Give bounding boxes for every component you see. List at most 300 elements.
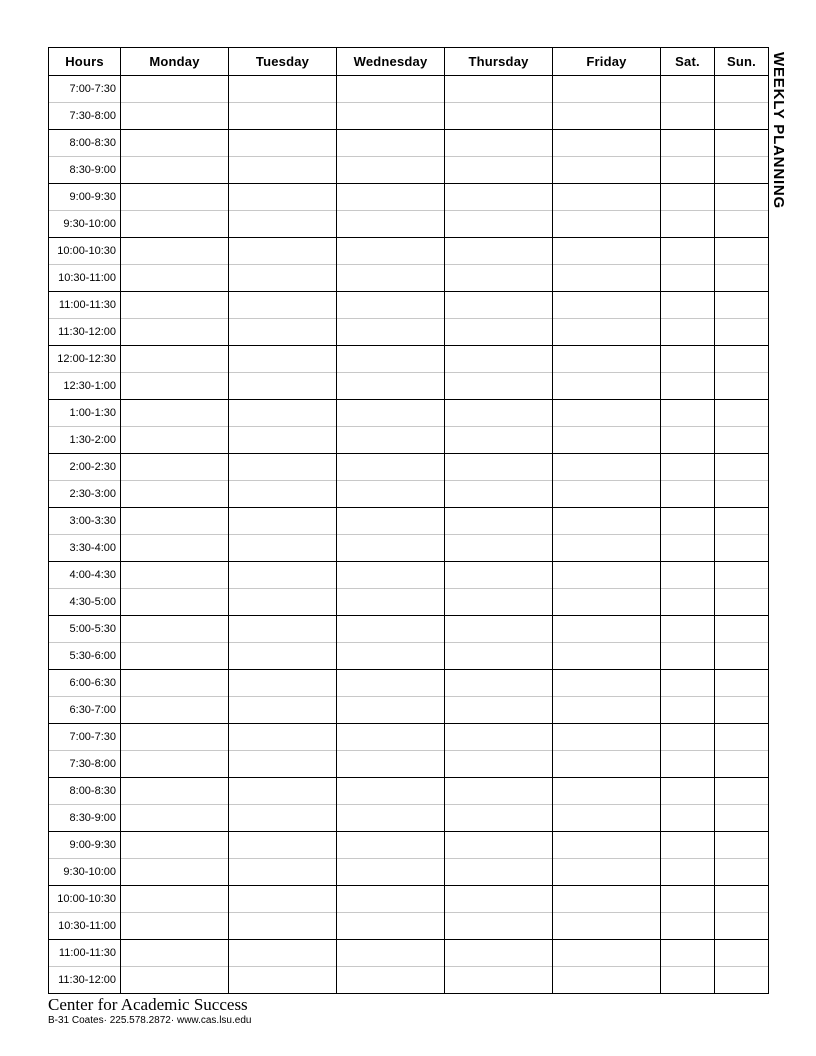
cell-wednesday[interactable]	[337, 373, 445, 400]
cell-wednesday[interactable]	[337, 832, 445, 859]
cell-wednesday[interactable]	[337, 913, 445, 940]
cell-thursday[interactable]	[445, 103, 553, 130]
cell-wednesday[interactable]	[337, 238, 445, 265]
cell-thursday[interactable]	[445, 859, 553, 886]
time-slot-label: 8:00-8:30	[49, 778, 121, 805]
time-slot-row	[49, 238, 769, 265]
cell-wednesday[interactable]	[337, 508, 445, 535]
time-slot-row	[49, 778, 769, 805]
cell-monday[interactable]	[121, 265, 229, 292]
cell-thursday[interactable]	[445, 535, 553, 562]
time-slot-row	[49, 265, 769, 292]
cell-friday[interactable]	[553, 724, 661, 751]
time-slot-label: 1:00-1:30	[49, 400, 121, 427]
cell-wednesday[interactable]	[337, 805, 445, 832]
cell-thursday[interactable]	[445, 562, 553, 589]
cell-wednesday[interactable]	[337, 886, 445, 913]
cell-saturday[interactable]	[661, 292, 715, 319]
header-saturday: Sat.	[661, 48, 715, 76]
cell-saturday[interactable]	[661, 103, 715, 130]
cell-tuesday[interactable]	[229, 76, 337, 103]
cell-sunday[interactable]	[715, 670, 769, 697]
cell-sunday[interactable]	[715, 130, 769, 157]
cell-sunday[interactable]	[715, 319, 769, 346]
cell-saturday[interactable]	[661, 562, 715, 589]
time-slot-row	[49, 508, 769, 535]
cell-sunday[interactable]	[715, 400, 769, 427]
cell-wednesday[interactable]	[337, 724, 445, 751]
footer-contact: B-31 Coates· 225.578.2872· www.cas.lsu.edu	[48, 1015, 252, 1026]
cell-monday[interactable]	[121, 346, 229, 373]
cell-tuesday[interactable]	[229, 778, 337, 805]
cell-thursday[interactable]	[445, 184, 553, 211]
cell-thursday[interactable]	[445, 400, 553, 427]
cell-monday[interactable]	[121, 832, 229, 859]
cell-monday[interactable]	[121, 76, 229, 103]
cell-saturday[interactable]	[661, 76, 715, 103]
cell-sunday[interactable]	[715, 751, 769, 778]
cell-tuesday[interactable]	[229, 832, 337, 859]
cell-sunday[interactable]	[715, 76, 769, 103]
cell-monday[interactable]	[121, 670, 229, 697]
cell-saturday[interactable]	[661, 319, 715, 346]
cell-wednesday[interactable]	[337, 400, 445, 427]
cell-tuesday[interactable]	[229, 454, 337, 481]
cell-monday[interactable]	[121, 940, 229, 967]
time-slot-label: 6:30-7:00	[49, 697, 121, 724]
cell-saturday[interactable]	[661, 832, 715, 859]
cell-sunday[interactable]	[715, 157, 769, 184]
time-slot-row	[49, 211, 769, 238]
cell-saturday[interactable]	[661, 616, 715, 643]
cell-tuesday[interactable]	[229, 346, 337, 373]
cell-tuesday[interactable]	[229, 481, 337, 508]
time-slot-label: 7:00-7:30	[49, 76, 121, 103]
cell-monday[interactable]	[121, 778, 229, 805]
cell-thursday[interactable]	[445, 697, 553, 724]
time-slot-label: 5:30-6:00	[49, 643, 121, 670]
cell-wednesday[interactable]	[337, 103, 445, 130]
cell-thursday[interactable]	[445, 130, 553, 157]
cell-sunday[interactable]	[715, 589, 769, 616]
cell-sunday[interactable]	[715, 238, 769, 265]
cell-sunday[interactable]	[715, 778, 769, 805]
cell-friday[interactable]	[553, 211, 661, 238]
cell-friday[interactable]	[553, 832, 661, 859]
cell-tuesday[interactable]	[229, 724, 337, 751]
cell-wednesday[interactable]	[337, 940, 445, 967]
cell-thursday[interactable]	[445, 616, 553, 643]
cell-sunday[interactable]	[715, 481, 769, 508]
time-slot-label: 9:30-10:00	[49, 859, 121, 886]
cell-tuesday[interactable]	[229, 967, 337, 994]
cell-friday[interactable]	[553, 535, 661, 562]
cell-monday[interactable]	[121, 292, 229, 319]
cell-tuesday[interactable]	[229, 508, 337, 535]
cell-monday[interactable]	[121, 724, 229, 751]
header-tuesday: Tuesday	[229, 48, 337, 76]
weekly-planner-table	[48, 47, 769, 994]
time-slot-label: 12:30-1:00	[49, 373, 121, 400]
cell-sunday[interactable]	[715, 427, 769, 454]
cell-wednesday[interactable]	[337, 346, 445, 373]
cell-friday[interactable]	[553, 400, 661, 427]
cell-monday[interactable]	[121, 643, 229, 670]
cell-sunday[interactable]	[715, 373, 769, 400]
cell-friday[interactable]	[553, 346, 661, 373]
cell-monday[interactable]	[121, 886, 229, 913]
cell-saturday[interactable]	[661, 238, 715, 265]
cell-saturday[interactable]	[661, 670, 715, 697]
cell-tuesday[interactable]	[229, 211, 337, 238]
time-slot-row	[49, 859, 769, 886]
cell-sunday[interactable]	[715, 940, 769, 967]
cell-saturday[interactable]	[661, 913, 715, 940]
cell-friday[interactable]	[553, 616, 661, 643]
cell-saturday[interactable]	[661, 967, 715, 994]
cell-wednesday[interactable]	[337, 211, 445, 238]
cell-wednesday[interactable]	[337, 481, 445, 508]
cell-sunday[interactable]	[715, 103, 769, 130]
cell-tuesday[interactable]	[229, 157, 337, 184]
cell-monday[interactable]	[121, 238, 229, 265]
cell-wednesday[interactable]	[337, 292, 445, 319]
cell-sunday[interactable]	[715, 859, 769, 886]
cell-monday[interactable]	[121, 400, 229, 427]
time-slot-label: 7:30-8:00	[49, 751, 121, 778]
cell-tuesday[interactable]	[229, 751, 337, 778]
time-slot-label: 4:00-4:30	[49, 562, 121, 589]
cell-tuesday[interactable]	[229, 184, 337, 211]
cell-sunday[interactable]	[715, 832, 769, 859]
cell-sunday[interactable]	[715, 535, 769, 562]
time-slot-label: 7:00-7:30	[49, 724, 121, 751]
time-slot-label: 8:00-8:30	[49, 130, 121, 157]
cell-monday[interactable]	[121, 481, 229, 508]
cell-tuesday[interactable]	[229, 805, 337, 832]
cell-saturday[interactable]	[661, 643, 715, 670]
cell-tuesday[interactable]	[229, 292, 337, 319]
cell-friday[interactable]	[553, 76, 661, 103]
cell-thursday[interactable]	[445, 832, 553, 859]
cell-friday[interactable]	[553, 643, 661, 670]
cell-tuesday[interactable]	[229, 535, 337, 562]
time-slot-row	[49, 913, 769, 940]
time-slot-row	[49, 427, 769, 454]
cell-wednesday[interactable]	[337, 454, 445, 481]
cell-sunday[interactable]	[715, 184, 769, 211]
time-slot-label: 9:00-9:30	[49, 184, 121, 211]
cell-friday[interactable]	[553, 859, 661, 886]
cell-saturday[interactable]	[661, 373, 715, 400]
cell-thursday[interactable]	[445, 805, 553, 832]
time-slot-label: 6:00-6:30	[49, 670, 121, 697]
cell-monday[interactable]	[121, 805, 229, 832]
cell-thursday[interactable]	[445, 292, 553, 319]
time-slot-label: 2:00-2:30	[49, 454, 121, 481]
time-slot-row	[49, 292, 769, 319]
time-slot-row	[49, 670, 769, 697]
time-slot-row	[49, 805, 769, 832]
cell-saturday[interactable]	[661, 130, 715, 157]
cell-wednesday[interactable]	[337, 319, 445, 346]
cell-monday[interactable]	[121, 751, 229, 778]
cell-wednesday[interactable]	[337, 616, 445, 643]
cell-saturday[interactable]	[661, 751, 715, 778]
cell-thursday[interactable]	[445, 76, 553, 103]
cell-saturday[interactable]	[661, 211, 715, 238]
cell-monday[interactable]	[121, 967, 229, 994]
cell-tuesday[interactable]	[229, 427, 337, 454]
time-slot-label: 11:30-12:00	[49, 319, 121, 346]
cell-friday[interactable]	[553, 157, 661, 184]
cell-tuesday[interactable]	[229, 940, 337, 967]
cell-wednesday[interactable]	[337, 427, 445, 454]
cell-thursday[interactable]	[445, 886, 553, 913]
cell-thursday[interactable]	[445, 508, 553, 535]
cell-saturday[interactable]	[661, 697, 715, 724]
time-slot-row	[49, 373, 769, 400]
cell-monday[interactable]	[121, 913, 229, 940]
cell-sunday[interactable]	[715, 265, 769, 292]
cell-saturday[interactable]	[661, 940, 715, 967]
time-slot-label: 9:00-9:30	[49, 832, 121, 859]
cell-saturday[interactable]	[661, 157, 715, 184]
cell-friday[interactable]	[553, 697, 661, 724]
cell-monday[interactable]	[121, 589, 229, 616]
cell-thursday[interactable]	[445, 265, 553, 292]
header-thursday: Thursday	[445, 48, 553, 76]
cell-friday[interactable]	[553, 319, 661, 346]
cell-friday[interactable]	[553, 103, 661, 130]
cell-friday[interactable]	[553, 751, 661, 778]
cell-saturday[interactable]	[661, 265, 715, 292]
weekly-planning-title: WEEKLY PLANNING	[770, 52, 787, 210]
cell-thursday[interactable]	[445, 319, 553, 346]
time-slot-label: 10:00-10:30	[49, 886, 121, 913]
cell-saturday[interactable]	[661, 589, 715, 616]
cell-sunday[interactable]	[715, 886, 769, 913]
cell-monday[interactable]	[121, 454, 229, 481]
cell-tuesday[interactable]	[229, 319, 337, 346]
cell-monday[interactable]	[121, 103, 229, 130]
cell-wednesday[interactable]	[337, 76, 445, 103]
cell-wednesday[interactable]	[337, 697, 445, 724]
cell-wednesday[interactable]	[337, 670, 445, 697]
cell-friday[interactable]	[553, 454, 661, 481]
cell-monday[interactable]	[121, 562, 229, 589]
cell-wednesday[interactable]	[337, 130, 445, 157]
cell-monday[interactable]	[121, 859, 229, 886]
cell-friday[interactable]	[553, 373, 661, 400]
cell-friday[interactable]	[553, 805, 661, 832]
cell-monday[interactable]	[121, 184, 229, 211]
cell-sunday[interactable]	[715, 562, 769, 589]
cell-sunday[interactable]	[715, 967, 769, 994]
cell-thursday[interactable]	[445, 157, 553, 184]
time-slot-row	[49, 940, 769, 967]
cell-tuesday[interactable]	[229, 697, 337, 724]
cell-wednesday[interactable]	[337, 157, 445, 184]
cell-thursday[interactable]	[445, 238, 553, 265]
cell-friday[interactable]	[553, 265, 661, 292]
cell-saturday[interactable]	[661, 805, 715, 832]
cell-sunday[interactable]	[715, 616, 769, 643]
cell-sunday[interactable]	[715, 508, 769, 535]
cell-sunday[interactable]	[715, 643, 769, 670]
cell-wednesday[interactable]	[337, 643, 445, 670]
cell-friday[interactable]	[553, 481, 661, 508]
cell-thursday[interactable]	[445, 724, 553, 751]
time-slot-label: 9:30-10:00	[49, 211, 121, 238]
time-slot-row	[49, 724, 769, 751]
cell-tuesday[interactable]	[229, 373, 337, 400]
cell-wednesday[interactable]	[337, 184, 445, 211]
cell-friday[interactable]	[553, 508, 661, 535]
cell-friday[interactable]	[553, 184, 661, 211]
time-slot-label: 2:30-3:00	[49, 481, 121, 508]
cell-friday[interactable]	[553, 913, 661, 940]
time-slot-label: 12:00-12:30	[49, 346, 121, 373]
cell-monday[interactable]	[121, 616, 229, 643]
cell-saturday[interactable]	[661, 427, 715, 454]
cell-monday[interactable]	[121, 508, 229, 535]
cell-sunday[interactable]	[715, 805, 769, 832]
cell-saturday[interactable]	[661, 778, 715, 805]
cell-friday[interactable]	[553, 427, 661, 454]
cell-thursday[interactable]	[445, 967, 553, 994]
time-slot-label: 11:30-12:00	[49, 967, 121, 994]
cell-thursday[interactable]	[445, 913, 553, 940]
cell-monday[interactable]	[121, 211, 229, 238]
cell-wednesday[interactable]	[337, 967, 445, 994]
cell-thursday[interactable]	[445, 481, 553, 508]
cell-tuesday[interactable]	[229, 643, 337, 670]
cell-friday[interactable]	[553, 130, 661, 157]
time-slot-row	[49, 481, 769, 508]
cell-thursday[interactable]	[445, 373, 553, 400]
cell-tuesday[interactable]	[229, 103, 337, 130]
cell-friday[interactable]	[553, 967, 661, 994]
time-slot-label: 5:00-5:30	[49, 616, 121, 643]
cell-wednesday[interactable]	[337, 535, 445, 562]
time-slot-row	[49, 589, 769, 616]
cell-thursday[interactable]	[445, 454, 553, 481]
cell-wednesday[interactable]	[337, 751, 445, 778]
cell-tuesday[interactable]	[229, 670, 337, 697]
cell-tuesday[interactable]	[229, 886, 337, 913]
time-slot-label: 11:00-11:30	[49, 292, 121, 319]
cell-wednesday[interactable]	[337, 265, 445, 292]
time-slot-label: 3:30-4:00	[49, 535, 121, 562]
cell-friday[interactable]	[553, 589, 661, 616]
time-slot-row	[49, 319, 769, 346]
cell-saturday[interactable]	[661, 859, 715, 886]
cell-thursday[interactable]	[445, 643, 553, 670]
cell-monday[interactable]	[121, 319, 229, 346]
cell-wednesday[interactable]	[337, 859, 445, 886]
cell-tuesday[interactable]	[229, 400, 337, 427]
cell-tuesday[interactable]	[229, 238, 337, 265]
time-slot-row	[49, 76, 769, 103]
cell-friday[interactable]	[553, 292, 661, 319]
cell-monday[interactable]	[121, 427, 229, 454]
cell-wednesday[interactable]	[337, 589, 445, 616]
cell-tuesday[interactable]	[229, 913, 337, 940]
cell-tuesday[interactable]	[229, 562, 337, 589]
cell-tuesday[interactable]	[229, 265, 337, 292]
cell-sunday[interactable]	[715, 346, 769, 373]
time-slot-row	[49, 886, 769, 913]
cell-tuesday[interactable]	[229, 859, 337, 886]
header-sunday: Sun.	[715, 48, 769, 76]
cell-thursday[interactable]	[445, 346, 553, 373]
header-wednesday: Wednesday	[337, 48, 445, 76]
time-slot-row	[49, 184, 769, 211]
time-slot-row	[49, 967, 769, 994]
cell-sunday[interactable]	[715, 724, 769, 751]
cell-friday[interactable]	[553, 886, 661, 913]
cell-friday[interactable]	[553, 238, 661, 265]
cell-saturday[interactable]	[661, 535, 715, 562]
cell-friday[interactable]	[553, 940, 661, 967]
cell-saturday[interactable]	[661, 184, 715, 211]
cell-friday[interactable]	[553, 670, 661, 697]
cell-sunday[interactable]	[715, 454, 769, 481]
cell-thursday[interactable]	[445, 427, 553, 454]
cell-monday[interactable]	[121, 535, 229, 562]
cell-sunday[interactable]	[715, 292, 769, 319]
cell-saturday[interactable]	[661, 400, 715, 427]
cell-sunday[interactable]	[715, 913, 769, 940]
cell-sunday[interactable]	[715, 697, 769, 724]
cell-saturday[interactable]	[661, 346, 715, 373]
cell-saturday[interactable]	[661, 508, 715, 535]
cell-monday[interactable]	[121, 697, 229, 724]
time-slot-row	[49, 103, 769, 130]
cell-thursday[interactable]	[445, 751, 553, 778]
cell-saturday[interactable]	[661, 886, 715, 913]
cell-saturday[interactable]	[661, 724, 715, 751]
time-slot-label: 10:00-10:30	[49, 238, 121, 265]
time-slot-row	[49, 130, 769, 157]
time-slot-row	[49, 643, 769, 670]
cell-thursday[interactable]	[445, 670, 553, 697]
cell-thursday[interactable]	[445, 589, 553, 616]
cell-tuesday[interactable]	[229, 589, 337, 616]
cell-friday[interactable]	[553, 778, 661, 805]
time-slot-row	[49, 400, 769, 427]
cell-wednesday[interactable]	[337, 562, 445, 589]
cell-thursday[interactable]	[445, 211, 553, 238]
cell-tuesday[interactable]	[229, 130, 337, 157]
cell-wednesday[interactable]	[337, 778, 445, 805]
cell-thursday[interactable]	[445, 778, 553, 805]
time-slot-label: 10:30-11:00	[49, 913, 121, 940]
cell-saturday[interactable]	[661, 454, 715, 481]
cell-monday[interactable]	[121, 157, 229, 184]
cell-friday[interactable]	[553, 562, 661, 589]
header-hours: Hours	[49, 48, 121, 76]
time-slot-row	[49, 751, 769, 778]
cell-tuesday[interactable]	[229, 616, 337, 643]
cell-monday[interactable]	[121, 373, 229, 400]
cell-sunday[interactable]	[715, 211, 769, 238]
cell-monday[interactable]	[121, 130, 229, 157]
time-slot-label: 8:30-9:00	[49, 157, 121, 184]
cell-thursday[interactable]	[445, 940, 553, 967]
cell-saturday[interactable]	[661, 481, 715, 508]
